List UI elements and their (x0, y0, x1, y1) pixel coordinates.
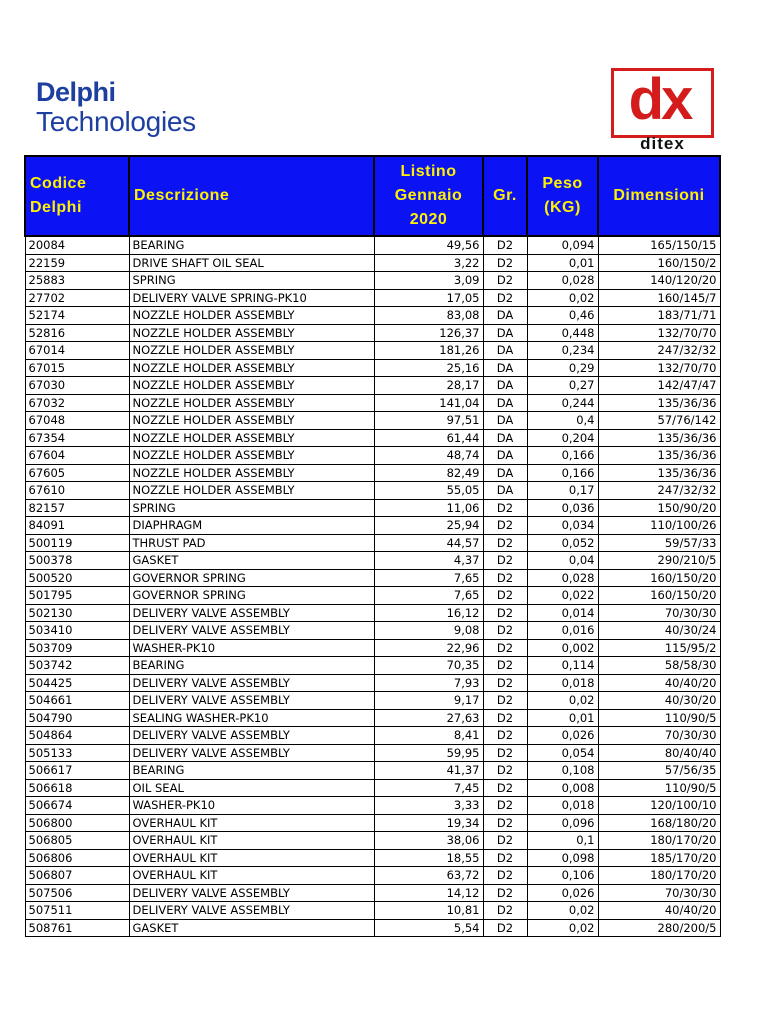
cell-dimensions: 40/40/20 (598, 902, 720, 920)
cell-code: 67604 (25, 447, 129, 465)
cell-price: 7,65 (374, 587, 483, 605)
cell-description: NOZZLE HOLDER ASSEMBLY (129, 412, 374, 430)
cell-dimensions: 70/30/30 (598, 727, 720, 745)
cell-group: D2 (483, 902, 527, 920)
table-row (25, 499, 720, 517)
cell-description: GASKET (129, 552, 374, 570)
cell-description: DELIVERY VALVE ASSEMBLY (129, 622, 374, 640)
cell-weight: 0,108 (527, 762, 598, 780)
cell-price: 9,08 (374, 622, 483, 640)
cell-weight: 0,234 (527, 342, 598, 360)
cell-weight: 0,026 (527, 727, 598, 745)
table-row (25, 919, 720, 937)
cell-code: 502130 (25, 604, 129, 622)
cell-description: SPRING (129, 272, 374, 290)
cell-dimensions: 132/70/70 (598, 359, 720, 377)
cell-weight: 0,008 (527, 779, 598, 797)
cell-description: NOZZLE HOLDER ASSEMBLY (129, 447, 374, 465)
cell-dimensions: 70/30/30 (598, 604, 720, 622)
cell-description: GOVERNOR SPRING (129, 587, 374, 605)
cell-code: 507506 (25, 884, 129, 902)
cell-code: 504790 (25, 709, 129, 727)
cell-dimensions: 280/200/5 (598, 919, 720, 937)
cell-code: 506807 (25, 867, 129, 885)
cell-description: OVERHAUL KIT (129, 867, 374, 885)
cell-description: DELIVERY VALVE SPRING-PK10 (129, 289, 374, 307)
distributor-logo-word: ditex (640, 134, 685, 153)
cell-dimensions: 185/170/20 (598, 849, 720, 867)
cell-price: 11,06 (374, 499, 483, 517)
cell-code: 500520 (25, 569, 129, 587)
cell-weight: 0,028 (527, 569, 598, 587)
cell-dimensions: 135/36/36 (598, 464, 720, 482)
cell-code: 501795 (25, 587, 129, 605)
cell-description: OVERHAUL KIT (129, 832, 374, 850)
table-row (25, 569, 720, 587)
cell-price: 82,49 (374, 464, 483, 482)
distributor-logo (611, 68, 714, 152)
distributor-logo-mark: dx (628, 67, 691, 132)
cell-price: 22,96 (374, 639, 483, 657)
table-row (25, 902, 720, 920)
cell-weight: 0,096 (527, 814, 598, 832)
cell-description: DELIVERY VALVE ASSEMBLY (129, 744, 374, 762)
cell-code: 27702 (25, 289, 129, 307)
cell-code: 503709 (25, 639, 129, 657)
cell-weight: 0,094 (527, 236, 598, 254)
cell-description: DELIVERY VALVE ASSEMBLY (129, 692, 374, 710)
cell-dimensions: 183/71/71 (598, 307, 720, 325)
cell-weight: 0,02 (527, 692, 598, 710)
cell-group: DA (483, 377, 527, 395)
cell-price: 25,94 (374, 517, 483, 535)
cell-dimensions: 165/150/15 (598, 236, 720, 254)
cell-description: DELIVERY VALVE ASSEMBLY (129, 884, 374, 902)
cell-price: 83,08 (374, 307, 483, 325)
cell-weight: 0,036 (527, 499, 598, 517)
cell-description: GOVERNOR SPRING (129, 569, 374, 587)
table-row (25, 429, 720, 447)
cell-code: 52816 (25, 324, 129, 342)
cell-weight: 0,01 (527, 709, 598, 727)
header-code: Codice Delphi (25, 156, 129, 236)
cell-description: NOZZLE HOLDER ASSEMBLY (129, 464, 374, 482)
cell-price: 61,44 (374, 429, 483, 447)
cell-description: DELIVERY VALVE ASSEMBLY (129, 604, 374, 622)
cell-code: 67014 (25, 342, 129, 360)
cell-weight: 0,114 (527, 657, 598, 675)
cell-price: 27,63 (374, 709, 483, 727)
header-description: Descrizione (129, 156, 374, 236)
table-row (25, 377, 720, 395)
cell-weight: 0,27 (527, 377, 598, 395)
cell-group: DA (483, 429, 527, 447)
cell-price: 44,57 (374, 534, 483, 552)
cell-group: D2 (483, 884, 527, 902)
cell-dimensions: 150/90/20 (598, 499, 720, 517)
cell-code: 67030 (25, 377, 129, 395)
table-row (25, 517, 720, 535)
cell-weight: 0,29 (527, 359, 598, 377)
cell-weight: 0,054 (527, 744, 598, 762)
cell-price: 55,05 (374, 482, 483, 500)
cell-price: 63,72 (374, 867, 483, 885)
cell-weight: 0,448 (527, 324, 598, 342)
cell-price: 14,12 (374, 884, 483, 902)
cell-weight: 0,204 (527, 429, 598, 447)
table-row (25, 289, 720, 307)
cell-price: 17,05 (374, 289, 483, 307)
cell-price: 59,95 (374, 744, 483, 762)
table-row (25, 464, 720, 482)
table-row (25, 236, 720, 254)
cell-group: D2 (483, 744, 527, 762)
brand-name-line2: Technologies (36, 106, 196, 137)
cell-description: NOZZLE HOLDER ASSEMBLY (129, 377, 374, 395)
table-row (25, 447, 720, 465)
cell-description: BEARING (129, 657, 374, 675)
header-weight: Peso (KG) (527, 156, 598, 236)
cell-weight: 0,01 (527, 254, 598, 272)
table-row (25, 797, 720, 815)
cell-dimensions: 132/70/70 (598, 324, 720, 342)
cell-group: D2 (483, 657, 527, 675)
cell-description: NOZZLE HOLDER ASSEMBLY (129, 324, 374, 342)
cell-code: 500378 (25, 552, 129, 570)
cell-price: 3,22 (374, 254, 483, 272)
cell-code: 506674 (25, 797, 129, 815)
table-row (25, 272, 720, 290)
cell-price: 7,93 (374, 674, 483, 692)
cell-group: D2 (483, 517, 527, 535)
cell-price: 7,65 (374, 569, 483, 587)
cell-dimensions: 80/40/40 (598, 744, 720, 762)
cell-weight: 0,02 (527, 919, 598, 937)
cell-group: D2 (483, 236, 527, 254)
cell-code: 20084 (25, 236, 129, 254)
cell-dimensions: 110/90/5 (598, 709, 720, 727)
cell-group: D2 (483, 692, 527, 710)
table-row (25, 254, 720, 272)
cell-dimensions: 135/36/36 (598, 447, 720, 465)
cell-group: D2 (483, 919, 527, 937)
cell-code: 67605 (25, 464, 129, 482)
cell-description: SPRING (129, 499, 374, 517)
cell-dimensions: 180/170/20 (598, 832, 720, 850)
cell-description: NOZZLE HOLDER ASSEMBLY (129, 394, 374, 412)
table-row (25, 657, 720, 675)
cell-code: 500119 (25, 534, 129, 552)
cell-group: D2 (483, 762, 527, 780)
cell-weight: 0,244 (527, 394, 598, 412)
cell-weight: 0,106 (527, 867, 598, 885)
cell-weight: 0,098 (527, 849, 598, 867)
header-price: Listino Gennaio 2020 (374, 156, 483, 236)
cell-price: 16,12 (374, 604, 483, 622)
cell-dimensions: 160/150/20 (598, 587, 720, 605)
cell-code: 505133 (25, 744, 129, 762)
cell-group: D2 (483, 499, 527, 517)
cell-code: 67354 (25, 429, 129, 447)
cell-group: D2 (483, 569, 527, 587)
cell-code: 67610 (25, 482, 129, 500)
table-row (25, 482, 720, 500)
cell-weight: 0,018 (527, 674, 598, 692)
cell-code: 504661 (25, 692, 129, 710)
cell-weight: 0,02 (527, 289, 598, 307)
cell-group: D2 (483, 254, 527, 272)
table-row (25, 622, 720, 640)
cell-code: 504425 (25, 674, 129, 692)
cell-code: 67048 (25, 412, 129, 430)
cell-dimensions: 120/100/10 (598, 797, 720, 815)
cell-group: D2 (483, 814, 527, 832)
cell-dimensions: 160/145/7 (598, 289, 720, 307)
table-row (25, 412, 720, 430)
table-row (25, 779, 720, 797)
cell-code: 67015 (25, 359, 129, 377)
cell-price: 49,56 (374, 236, 483, 254)
price-list-table (24, 155, 721, 937)
cell-group: D2 (483, 552, 527, 570)
cell-group: DA (483, 324, 527, 342)
cell-weight: 0,028 (527, 272, 598, 290)
cell-group: D2 (483, 832, 527, 850)
cell-dimensions: 168/180/20 (598, 814, 720, 832)
table-row (25, 342, 720, 360)
cell-dimensions: 140/120/20 (598, 272, 720, 290)
cell-group: DA (483, 394, 527, 412)
cell-dimensions: 57/76/142 (598, 412, 720, 430)
cell-description: NOZZLE HOLDER ASSEMBLY (129, 307, 374, 325)
cell-weight: 0,04 (527, 552, 598, 570)
cell-description: BEARING (129, 762, 374, 780)
cell-dimensions: 40/30/20 (598, 692, 720, 710)
cell-description: OVERHAUL KIT (129, 814, 374, 832)
cell-dimensions: 57/56/35 (598, 762, 720, 780)
cell-weight: 0,17 (527, 482, 598, 500)
cell-price: 4,37 (374, 552, 483, 570)
cell-price: 181,26 (374, 342, 483, 360)
cell-code: 503742 (25, 657, 129, 675)
cell-description: BEARING (129, 236, 374, 254)
cell-price: 48,74 (374, 447, 483, 465)
cell-weight: 0,018 (527, 797, 598, 815)
cell-code: 52174 (25, 307, 129, 325)
cell-code: 508761 (25, 919, 129, 937)
cell-group: D2 (483, 849, 527, 867)
table-row (25, 639, 720, 657)
cell-price: 97,51 (374, 412, 483, 430)
cell-price: 3,09 (374, 272, 483, 290)
cell-weight: 0,052 (527, 534, 598, 552)
cell-group: D2 (483, 727, 527, 745)
cell-price: 70,35 (374, 657, 483, 675)
brand-logo (36, 78, 256, 138)
cell-description: NOZZLE HOLDER ASSEMBLY (129, 429, 374, 447)
cell-description: DELIVERY VALVE ASSEMBLY (129, 727, 374, 745)
brand-name-line1: Delphi (36, 77, 116, 107)
cell-price: 38,06 (374, 832, 483, 850)
cell-price: 141,04 (374, 394, 483, 412)
table-row (25, 674, 720, 692)
cell-code: 506618 (25, 779, 129, 797)
cell-code: 503410 (25, 622, 129, 640)
cell-dimensions: 40/40/20 (598, 674, 720, 692)
cell-dimensions: 70/30/30 (598, 884, 720, 902)
cell-description: WASHER-PK10 (129, 639, 374, 657)
table-row (25, 849, 720, 867)
cell-price: 41,37 (374, 762, 483, 780)
cell-price: 28,17 (374, 377, 483, 395)
cell-description: DELIVERY VALVE ASSEMBLY (129, 674, 374, 692)
cell-group: D2 (483, 867, 527, 885)
header-dimensions: Dimensioni (598, 156, 720, 236)
cell-weight: 0,1 (527, 832, 598, 850)
table-row (25, 727, 720, 745)
cell-price: 10,81 (374, 902, 483, 920)
cell-price: 3,33 (374, 797, 483, 815)
cell-dimensions: 58/58/30 (598, 657, 720, 675)
cell-group: DA (483, 359, 527, 377)
cell-group: D2 (483, 272, 527, 290)
table-row (25, 587, 720, 605)
cell-weight: 0,02 (527, 902, 598, 920)
cell-weight: 0,034 (527, 517, 598, 535)
table-row (25, 692, 720, 710)
header-group: Gr. (483, 156, 527, 236)
cell-code: 504864 (25, 727, 129, 745)
cell-description: NOZZLE HOLDER ASSEMBLY (129, 359, 374, 377)
cell-description: WASHER-PK10 (129, 797, 374, 815)
table-row (25, 534, 720, 552)
cell-group: D2 (483, 709, 527, 727)
table-row (25, 832, 720, 850)
cell-dimensions: 110/90/5 (598, 779, 720, 797)
cell-group: DA (483, 464, 527, 482)
table-row (25, 359, 720, 377)
cell-weight: 0,026 (527, 884, 598, 902)
cell-weight: 0,002 (527, 639, 598, 657)
cell-description: DIAPHRAGM (129, 517, 374, 535)
cell-group: D2 (483, 797, 527, 815)
table-header (25, 156, 720, 236)
cell-dimensions: 180/170/20 (598, 867, 720, 885)
cell-group: D2 (483, 639, 527, 657)
cell-weight: 0,022 (527, 587, 598, 605)
cell-group: D2 (483, 622, 527, 640)
cell-group: DA (483, 307, 527, 325)
cell-group: D2 (483, 779, 527, 797)
cell-description: NOZZLE HOLDER ASSEMBLY (129, 482, 374, 500)
cell-group: D2 (483, 674, 527, 692)
cell-dimensions: 142/47/47 (598, 377, 720, 395)
cell-group: D2 (483, 534, 527, 552)
cell-dimensions: 135/36/36 (598, 394, 720, 412)
cell-dimensions: 115/95/2 (598, 639, 720, 657)
cell-description: DELIVERY VALVE ASSEMBLY (129, 902, 374, 920)
table-row (25, 744, 720, 762)
cell-group: D2 (483, 289, 527, 307)
cell-weight: 0,166 (527, 464, 598, 482)
table-row (25, 867, 720, 885)
cell-code: 506806 (25, 849, 129, 867)
cell-dimensions: 110/100/26 (598, 517, 720, 535)
cell-code: 82157 (25, 499, 129, 517)
cell-description: OIL SEAL (129, 779, 374, 797)
table-row (25, 307, 720, 325)
table-row (25, 394, 720, 412)
cell-description: SEALING WASHER-PK10 (129, 709, 374, 727)
table-body (25, 236, 720, 937)
cell-weight: 0,014 (527, 604, 598, 622)
cell-code: 506617 (25, 762, 129, 780)
table-header-row (25, 156, 720, 236)
cell-dimensions: 59/57/33 (598, 534, 720, 552)
cell-dimensions: 247/32/32 (598, 342, 720, 360)
cell-group: DA (483, 447, 527, 465)
cell-code: 25883 (25, 272, 129, 290)
cell-weight: 0,166 (527, 447, 598, 465)
cell-code: 507511 (25, 902, 129, 920)
table-row (25, 552, 720, 570)
cell-dimensions: 135/36/36 (598, 429, 720, 447)
cell-price: 18,55 (374, 849, 483, 867)
cell-price: 8,41 (374, 727, 483, 745)
cell-weight: 0,46 (527, 307, 598, 325)
cell-group: DA (483, 482, 527, 500)
cell-description: GASKET (129, 919, 374, 937)
cell-dimensions: 247/32/32 (598, 482, 720, 500)
table-row (25, 884, 720, 902)
cell-code: 506805 (25, 832, 129, 850)
cell-weight: 0,016 (527, 622, 598, 640)
table-row (25, 709, 720, 727)
cell-group: DA (483, 412, 527, 430)
cell-price: 126,37 (374, 324, 483, 342)
cell-price: 19,34 (374, 814, 483, 832)
cell-group: D2 (483, 587, 527, 605)
cell-description: DRIVE SHAFT OIL SEAL (129, 254, 374, 272)
cell-group: D2 (483, 604, 527, 622)
cell-dimensions: 290/210/5 (598, 552, 720, 570)
cell-description: NOZZLE HOLDER ASSEMBLY (129, 342, 374, 360)
cell-dimensions: 40/30/24 (598, 622, 720, 640)
cell-code: 506800 (25, 814, 129, 832)
cell-code: 22159 (25, 254, 129, 272)
cell-price: 9,17 (374, 692, 483, 710)
cell-code: 67032 (25, 394, 129, 412)
cell-dimensions: 160/150/2 (598, 254, 720, 272)
cell-price: 7,45 (374, 779, 483, 797)
table-row (25, 604, 720, 622)
cell-weight: 0,4 (527, 412, 598, 430)
cell-code: 84091 (25, 517, 129, 535)
cell-dimensions: 160/150/20 (598, 569, 720, 587)
table-row (25, 762, 720, 780)
table-row (25, 814, 720, 832)
cell-price: 25,16 (374, 359, 483, 377)
cell-description: THRUST PAD (129, 534, 374, 552)
cell-group: DA (483, 342, 527, 360)
cell-price: 5,54 (374, 919, 483, 937)
cell-description: OVERHAUL KIT (129, 849, 374, 867)
table-row (25, 324, 720, 342)
